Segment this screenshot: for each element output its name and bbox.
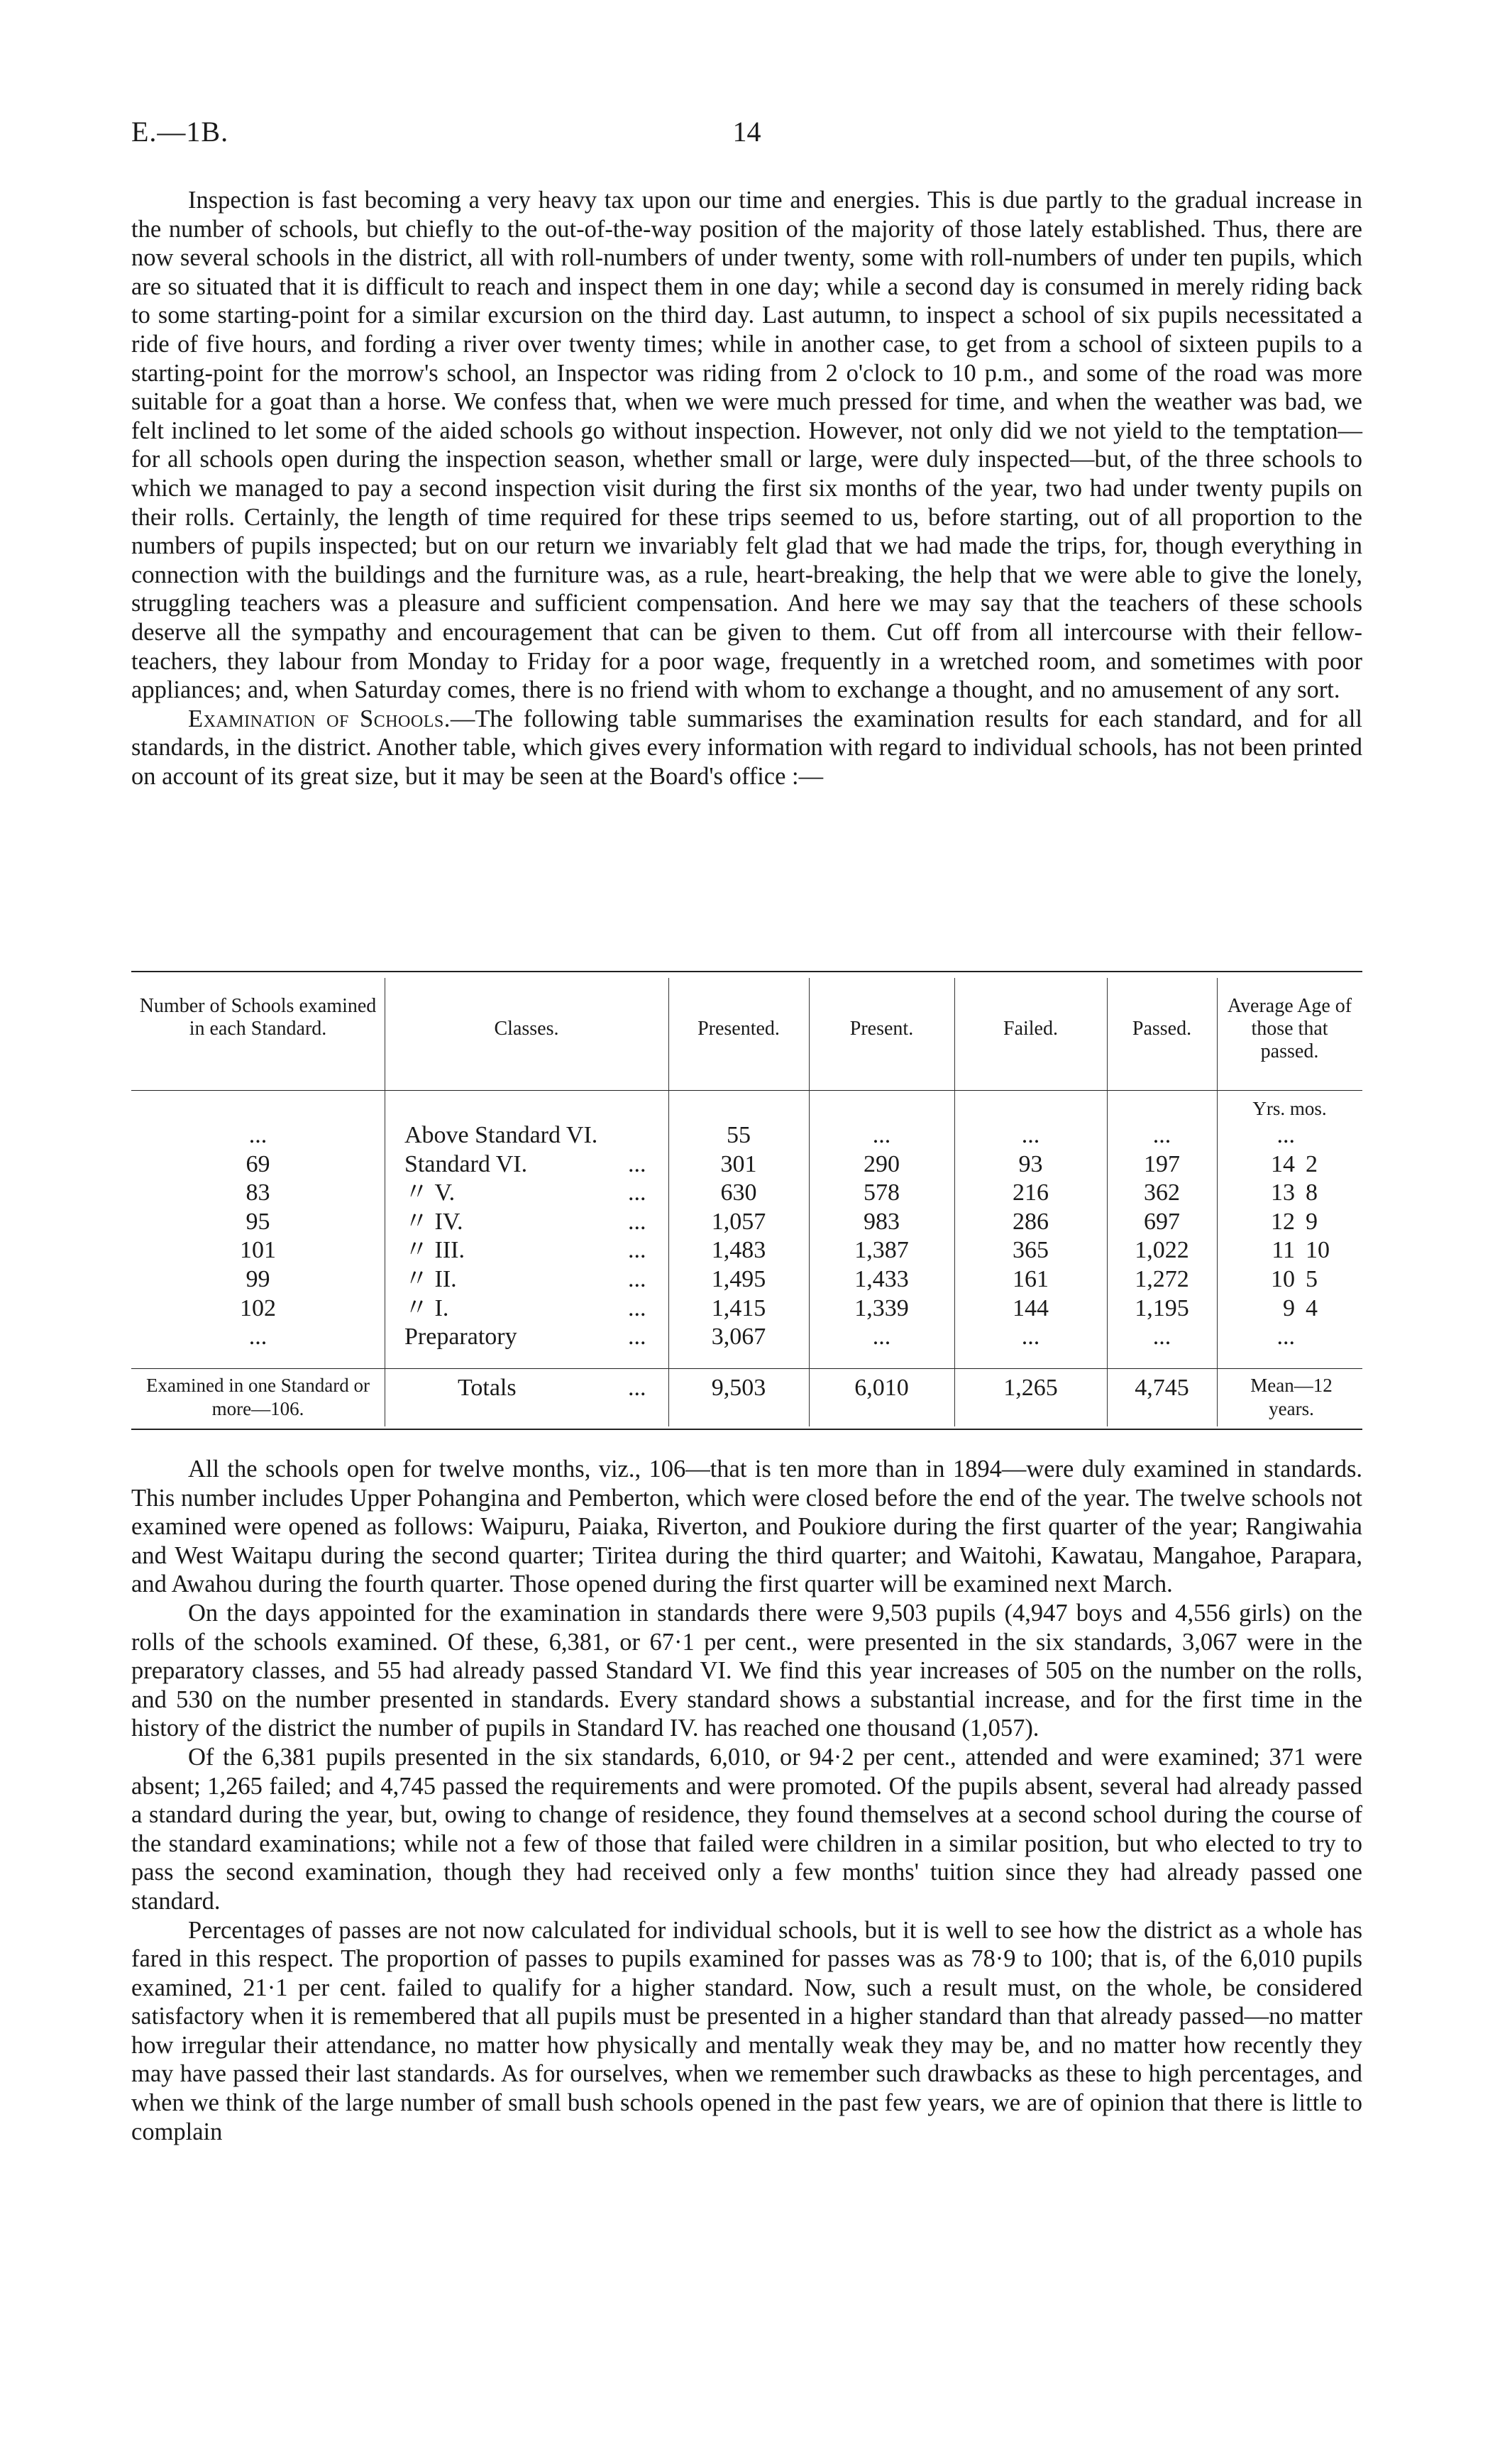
cell-present: ... — [872, 1324, 891, 1351]
totals-presented: 9,503 — [711, 1375, 766, 1401]
cell-mos: 10 — [1306, 1237, 1330, 1264]
header-passed: Passed. — [1132, 1018, 1192, 1040]
cell-present: 290 — [864, 1150, 900, 1177]
cell-yrs: 10 — [1271, 1266, 1295, 1292]
cell-passed: ... — [1152, 1324, 1171, 1351]
cell-passed: 362 — [1144, 1179, 1180, 1206]
cell-present: 983 — [864, 1208, 900, 1235]
cell-yrs: 11 — [1272, 1237, 1295, 1264]
cell-schools: 102 — [240, 1294, 276, 1321]
totals-dots: ... — [628, 1375, 646, 1401]
paragraph-examination-intro — [131, 705, 1362, 791]
cell-yrs: 13 — [1271, 1179, 1295, 1206]
text-block-bottom — [131, 1455, 1362, 2146]
cell-cls: 〃 III. — [404, 1237, 465, 1264]
cell-schools: 101 — [240, 1237, 276, 1264]
cell-present: 1,387 — [854, 1237, 909, 1264]
cell-passed: 1,272 — [1135, 1266, 1189, 1292]
header-failed: Failed. — [1003, 1018, 1058, 1040]
cell-present: 1,433 — [854, 1266, 909, 1292]
cell-presented: 1,483 — [711, 1237, 766, 1264]
totals-mean-age: Mean—12 years. — [1250, 1375, 1333, 1419]
paragraph-inspection: Inspection is fast becoming a very heavy tax upon our time and energies. This is due partly to the gradual increase in the number of schools, but chiefly to the out-of-the-way position of the majority of those lately established. Thus, there are now several schools in the district, all with roll-numbers of under twenty, some with roll-numbers of under ten pupils, which are so situated that it is difficult to reach and inspect them in one day; while a second day is consumed in merely riding back to some starting-point for a similar excursion on the third day. Last autumn, to inspect a school of six pupils necessitated a ride of five hours, and fording a river over twenty times; while in another case, to get from a school of sixteen pupils to a starting-point for the morrow's school, an Inspector was riding from 2 o'clock to 10 p.m., and some of the road was more suitable for a goat than a horse. We confess that, when we were much pressed for time, and when the weather was bad, we felt inclined to let some of the aided schools go without inspection. However, not only did we not yield to the temptation—for all schools open during the inspection season, whether small or large, were duly inspected—but, of the three schools to which we managed to pay a second inspection visit during the first six months of the year, two had under twenty pupils on their rolls. Certainly, the length of time required for these trips seemed to us, before starting, out of all proportion to the numbers of pupils inspected; but on our return we invariably felt glad that we had made the trips, for, though everything in connection with the buildings and the furniture was, as a rule, heart-breaking, the help that we were able to give the lonely, struggling teachers was a pleasure and sufficient compensation. And here we may say that the teachers of these schools deserve all the sympathy and encouragement that can be given to them. Cut off from all intercourse with their fellow-teachers, they labour from Monday to Friday for a poor wage, frequently in a wretched room, and sometimes with poor appliances; and, when Saturday comes, there is no friend with whom to exchange a thought, and no amusement of any sort. — [131, 187, 1362, 704]
paragraph-schools-examined: All the schools open for twelve months, viz., 106—that is ten more than in 1894—were duly examined in standards. This number includes Upper Pohangina and Pemberton, which were closed before the end of the year. The twelve schools not examined were opened as follows: Waipuru, Paiaka, Riverton, and Poukiore during the first quarter of the year; Rangiwahia and West Waitapu during the second quarter; Tiritea during the third quarter; and Waitohi, Kawatau, Mangahoe, Parapara, and Awahou during the fourth quarter. Those opened during the first quarter will be examined next March. — [131, 1456, 1362, 1598]
totals-schools: Examined in one Standard or more—106. — [146, 1375, 370, 1419]
cell-passed: 697 — [1144, 1208, 1180, 1235]
cell-failed: 286 — [1013, 1208, 1049, 1235]
cell-passed: ... — [1152, 1122, 1171, 1148]
examination-results-table — [131, 971, 1362, 1431]
cell-yrs: ... — [1276, 1122, 1295, 1148]
cell-presented: 1,415 — [711, 1294, 766, 1321]
cell-schools: 69 — [246, 1150, 270, 1177]
table-rule-top — [131, 971, 1362, 972]
cell-schools: 99 — [246, 1266, 270, 1292]
page-header — [131, 115, 1362, 158]
header-schools: Number of Schools examined in each Standard. — [139, 995, 377, 1040]
text-block-top — [131, 186, 1362, 791]
header-presented: Presented. — [697, 1018, 780, 1040]
cell-mos: 8 — [1306, 1179, 1318, 1206]
cell-failed: 216 — [1013, 1179, 1049, 1206]
paragraph-pupils-presented: Of the 6,381 pupils presented in the six standards, 6,010, or 94·2 per cent., attended and were examined; 371 were absent; 1,265 failed; and 4,745 passed the requirements and were promoted. Of the pupils absent, several had already passed a standard during the year, but, owing to change of residence, they found themselves at a second school during the course of the standard examinations; while not a few of those that failed were children in a similar position, but who elected to try to pass the second examination, though they had received only a few months' tuition since they had already passed one standard. — [131, 1743, 1362, 1915]
cell-cls: Above Standard VI. — [404, 1122, 598, 1148]
document-reference: E.—1B. — [131, 116, 229, 148]
cell-yrs: 12 — [1271, 1208, 1295, 1235]
cell-schools: 95 — [246, 1208, 270, 1235]
cell-cls: 〃 I. — [404, 1294, 449, 1321]
cell-presented: 3,067 — [711, 1324, 766, 1351]
cell-dots: ... — [628, 1324, 646, 1351]
header-average-age: Average Age of those that passed. — [1227, 995, 1352, 1062]
cell-present: 1,339 — [854, 1294, 909, 1321]
cell-passed: 1,195 — [1135, 1294, 1189, 1321]
cell-yrs: 14 — [1271, 1150, 1295, 1177]
totals-passed: 4,745 — [1135, 1375, 1189, 1401]
cell-schools: ... — [248, 1324, 268, 1351]
page-number: 14 — [732, 116, 761, 148]
totals-present: 6,010 — [854, 1375, 909, 1401]
cell-yrs: 9 — [1283, 1294, 1295, 1321]
cell-schools: ... — [248, 1122, 268, 1148]
cell-cls: 〃 V. — [404, 1179, 456, 1206]
cell-failed: 93 — [1018, 1150, 1043, 1177]
totals-failed: 1,265 — [1003, 1375, 1058, 1401]
totals-label: Totals — [458, 1375, 517, 1401]
cell-presented: 1,057 — [711, 1208, 766, 1235]
cell-mos: 4 — [1306, 1294, 1318, 1321]
age-units: Yrs. mos. — [1252, 1098, 1327, 1119]
paragraph-pupils-on-rolls: On the days appointed for the examination in standards there were 9,503 pupils (4,947 boys and 4,556 girls) on the rolls of the schools examined. Of these, 6,381, or 67·1 per cent., were presented in the six standards, 3,067 were in the preparatory classes, and 55 had already passed Standard VI. We find this year increases of 505 on the number on the rolls, and 530 on the number presented in standards. Every standard shows a substantial increase, and for the first time in the history of the district the number of pupils in Standard IV. has reached one thousand (1,057). — [131, 1599, 1362, 1742]
cell-presented: 1,495 — [711, 1266, 766, 1292]
paragraph-percentages: Percentages of passes are not now calculated for individual schools, but it is well to see how the district as a whole has fared in this respect. The proportion of passes to pupils examined for passes was as 78·9 to 100; that is, of the 6,010 pupils examined, 21·1 per cent. failed to qualify for a higher standard. Now, such a result must, on the whole, be considered satisfactory when it is remembered that all pupils must be presented in a higher standard than that already passed—no matter how irregular their attendance, no matter how physically and mentally weak they may be, and no matter how recently they may have passed their last standards. As for ourselves, when we remember such drawbacks as these to high percentages, and when we think of the large number of small bush schools opened in the past few years, we are of opinion that there is little to complain — [131, 1916, 1362, 2145]
cell-cls: 〃 II. — [404, 1266, 457, 1292]
cell-mos: 2 — [1306, 1150, 1318, 1177]
section-heading: Examination of Schools. — [188, 705, 451, 732]
cell-passed: 1,022 — [1135, 1237, 1189, 1264]
cell-mos: 9 — [1306, 1208, 1318, 1235]
cell-passed: 197 — [1144, 1150, 1180, 1177]
cell-failed: 365 — [1013, 1237, 1049, 1264]
cell-failed: ... — [1021, 1324, 1040, 1351]
cell-failed: 144 — [1013, 1294, 1049, 1321]
cell-failed: 161 — [1013, 1266, 1049, 1292]
cell-yrs: ... — [1276, 1324, 1295, 1351]
cell-presented: 301 — [720, 1150, 757, 1177]
table-rule-bottom — [131, 1429, 1362, 1430]
cell-presented: 55 — [727, 1122, 751, 1148]
cell-dots: ... — [628, 1237, 646, 1264]
cell-present: 578 — [864, 1179, 900, 1206]
header-classes: Classes. — [494, 1018, 559, 1040]
cell-mos: 5 — [1306, 1266, 1318, 1292]
cell-dots: ... — [628, 1179, 646, 1206]
cell-cls: 〃 IV. — [404, 1208, 463, 1235]
cell-cls: Preparatory — [404, 1324, 517, 1351]
cell-dots: ... — [628, 1294, 646, 1321]
table-rule-totals — [131, 1368, 1362, 1369]
cell-failed: ... — [1021, 1122, 1040, 1148]
cell-present: ... — [872, 1122, 891, 1148]
table-rule-header — [131, 1090, 1362, 1091]
cell-dots: ... — [628, 1208, 646, 1235]
cell-schools: 83 — [246, 1179, 270, 1206]
cell-dots: ... — [628, 1150, 646, 1177]
cell-presented: 630 — [720, 1179, 757, 1206]
header-present: Present. — [849, 1018, 914, 1040]
exam-intro-text: —The following table summarises the examination results for each standard, and for all standards, in the district. Another table, which gives every information with regard to individual schools, has not been printed on account of its great size, but it may be seen at the Board's office :— — [131, 705, 1362, 790]
cell-dots: ... — [628, 1266, 646, 1292]
cell-cls: Standard VI. — [404, 1150, 528, 1177]
